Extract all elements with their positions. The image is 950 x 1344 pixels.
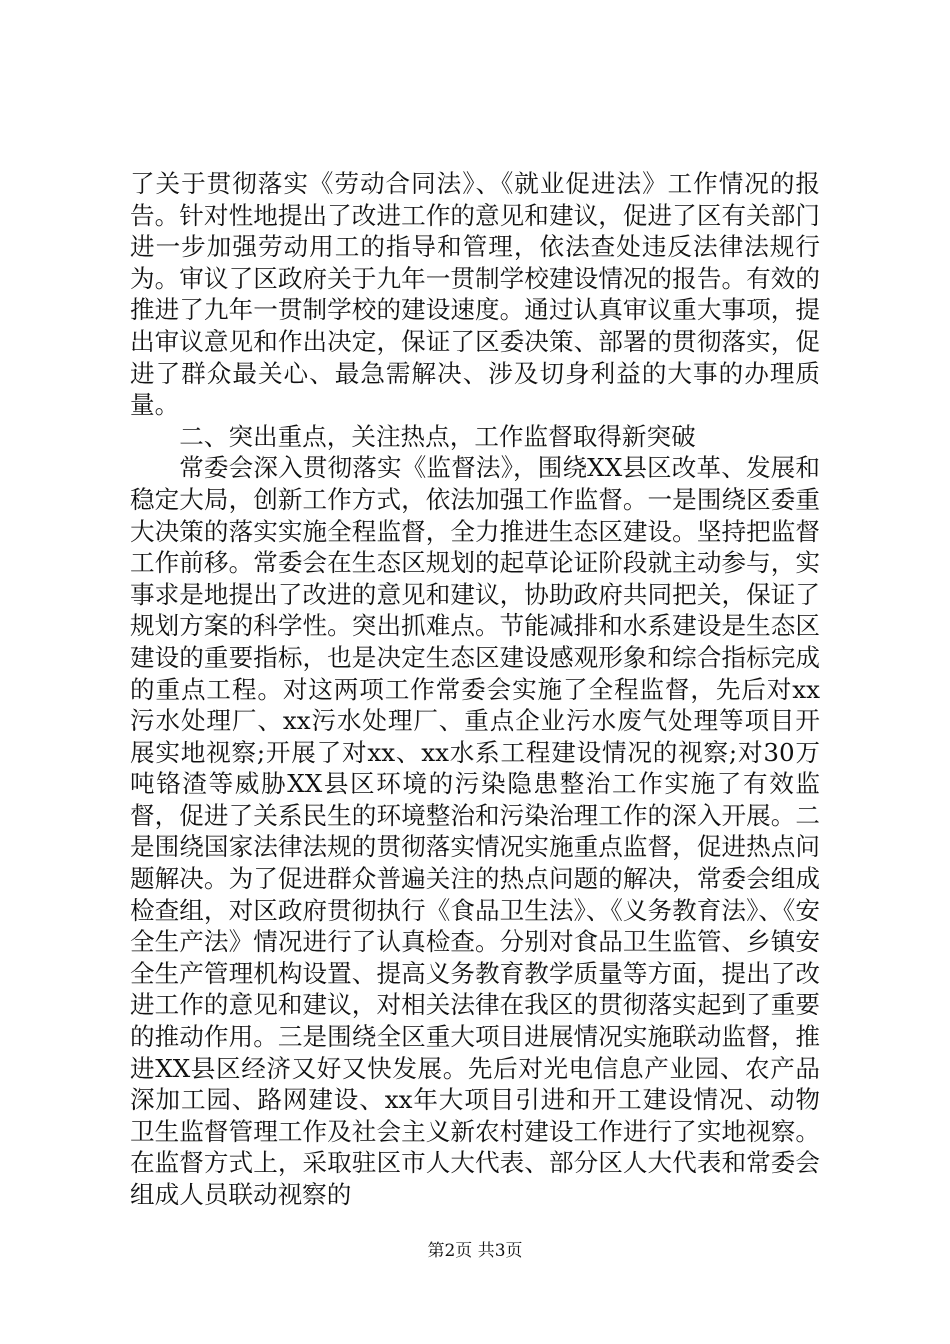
page-number-footer: 第2页 共3页 bbox=[427, 1241, 523, 1261]
section-heading-2: 二、突出重点，关注热点，工作监督取得新突破 bbox=[179, 421, 696, 451]
body-text bbox=[130, 168, 820, 1211]
paragraph-1: 了关于贯彻落实《劳动合同法》、《就业促进法》工作情况的报告。针对性地提出了改进工作的意见和建议，促进了区有关部门进一步加强劳动用工的指导和管理，依法查处违反法律法规行为。审议了区政府关于九年一贯制学校建设情况的报告。有效的推进了九年一贯制学校的建设速度。通过认真审议重大事项，提出审议意见和作出决定，保证了区委决策、部署的贯彻落实，促进了群众最关心、最急需解决、涉及切身利益的大事的办理质量。 bbox=[130, 169, 820, 420]
paragraph-2: 常委会深入贯彻落实《监督法》，围绕XX县区改革、发展和稳定大局，创新工作方式，依法加强工作监督。一是围绕区委重大决策的落实实施全程监督，全力推进生态区建设。坚持把监督工作前移。常委会在生态区规划的起草论证阶段就主动参与，实事求是地提出了改进的意见和建议，协助政府共同把关，保证了规划方案的科学性。突出抓难点。节能减排和水系建设是生态区建设的重要指标，也是决定生态区建设感观形象和综合指标完成的重点工程。对这两项工作常委会实施了全程监督，先后对xx污水处理厂、xx污水处理厂、重点企业污水废气处理等项目开展实地视察;开展了对xx、xx水系工程建设情况的视察;对30万吨铬渣等威胁XX县区环境的污染隐患整治工作实施了有效监督，促进了关系民生的环境整治和污染治理工作的深入开展。二是围绕国家法律法规的贯彻落实情况实施重点监督，促进热点问题解决。为了促进群众普遍关注的热点问题的解决，常委会组成检查组，对区政府贯彻执行《食品卫生法》、《义务教育法》、《安全生产法》情况进行了认真检查。分别对食品卫生监管、乡镇安全生产管理机构设置、提高义务教育教学质量等方面，提出了改进工作的意见和建议，对相关法律在我区的贯彻落实起到了重要的推动作用。三是围绕全区重大项目进展情况实施联动监督，推进XX县区经济又好又快发展。先后对光电信息产业园、农产品深加工园、路网建设、xx年大项目引进和开工建设情况、动物卫生监督管理工作及社会主义新农村建设工作进行了实地视察。在监督方式上，采取驻区市人大代表、部分区人大代表和常委会组成人员联动视察的 bbox=[130, 453, 820, 1209]
